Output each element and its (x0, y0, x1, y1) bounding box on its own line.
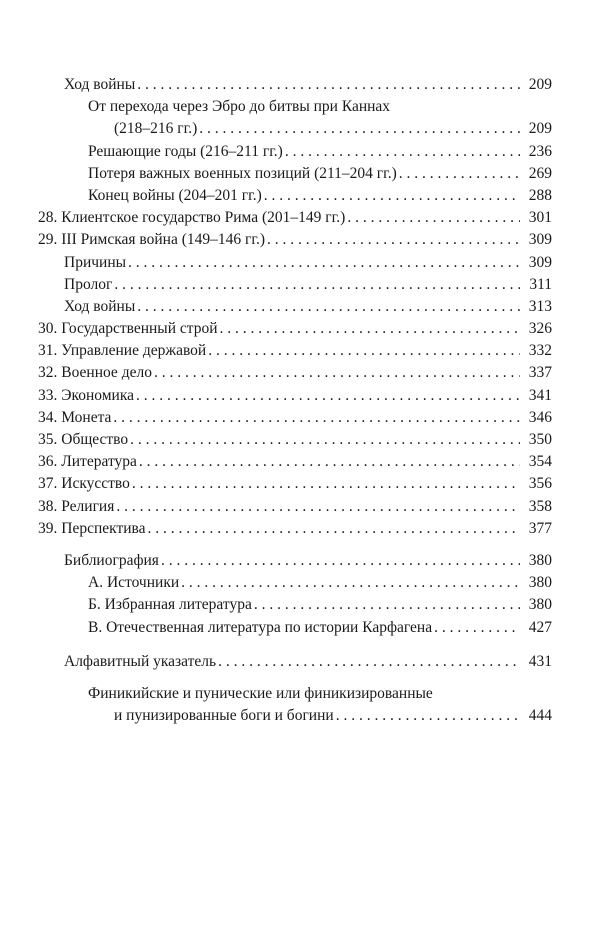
dot-leader (336, 705, 520, 727)
dot-leader (139, 451, 520, 473)
spacer (38, 540, 552, 550)
dot-leader (267, 229, 520, 251)
toc-entry[interactable] (38, 429, 552, 451)
toc-entry[interactable] (38, 318, 552, 340)
toc-entry-page: 288 (528, 186, 552, 204)
toc-entry-page: 377 (528, 519, 552, 537)
toc-entry-title: Пролог (64, 274, 114, 296)
dot-leader (199, 118, 520, 140)
toc-entry[interactable] (38, 651, 552, 673)
spacer (38, 639, 552, 651)
toc-entry-page: 358 (528, 497, 552, 515)
dot-leader (130, 429, 520, 451)
toc-entry-title: Конец войны (204–201 гг.) (88, 185, 264, 207)
toc-entry[interactable] (38, 296, 552, 318)
dot-leader (132, 473, 520, 495)
toc-entry-page: 309 (528, 231, 552, 249)
dot-leader (154, 362, 520, 384)
toc-entry-title: 31. Управление державой (38, 340, 208, 362)
toc-entry-title: Причины (64, 252, 128, 274)
toc-entry-page: 350 (528, 431, 552, 449)
dot-leader (434, 617, 520, 639)
toc-entry-page: 311 (529, 275, 552, 293)
dot-leader (128, 252, 520, 274)
toc-entry-title: (218–216 гг.) (114, 118, 199, 140)
toc-entry[interactable] (38, 74, 552, 96)
toc-entry-page: 209 (528, 120, 552, 138)
toc-entry[interactable] (38, 185, 552, 207)
dot-leader (113, 407, 520, 429)
toc-entry-title: 36. Литература (38, 451, 139, 473)
toc-entry-page: 236 (528, 142, 552, 160)
toc-entry[interactable] (38, 385, 552, 407)
dot-leader (161, 550, 520, 572)
dot-leader (208, 340, 520, 362)
dot-leader (220, 318, 520, 340)
toc-entry[interactable] (38, 550, 552, 572)
toc-entry-title-line1: От перехода через Эбро до битвы при Каннах (88, 98, 391, 116)
toc-entry-page: 444 (528, 707, 552, 725)
dot-leader (254, 594, 520, 616)
toc-entry[interactable] (38, 473, 552, 495)
toc-entry-title: и пунизированные боги и богини (114, 705, 336, 727)
table-of-contents (38, 74, 552, 727)
toc-entry-page: 380 (528, 596, 552, 614)
toc-entry-page: 209 (528, 76, 552, 93)
toc-entry-page: 427 (528, 618, 552, 636)
toc-entry-page: 346 (528, 408, 552, 426)
toc-entry[interactable] (38, 207, 552, 229)
toc-entry[interactable] (38, 572, 552, 594)
toc-entry[interactable] (38, 594, 552, 616)
spacer (38, 673, 552, 683)
toc-entry[interactable] (38, 96, 552, 140)
dot-leader (347, 207, 520, 229)
toc-entry[interactable] (38, 141, 552, 163)
toc-entry-page: 301 (528, 209, 552, 227)
toc-entry-title: 37. Искусство (38, 473, 132, 495)
toc-entry[interactable] (38, 340, 552, 362)
toc-entry[interactable] (38, 407, 552, 429)
toc-entry[interactable] (38, 617, 552, 639)
toc-entry-title: 33. Экономика (38, 385, 136, 407)
toc-entry-title: Ход войны (64, 74, 137, 96)
toc-entry[interactable] (38, 229, 552, 251)
toc-entry[interactable] (38, 362, 552, 384)
toc-entry-title: Библиография (64, 550, 161, 572)
toc-entry[interactable] (38, 163, 552, 185)
toc-entry[interactable] (38, 274, 552, 296)
toc-entry-page: 332 (528, 342, 552, 360)
toc-entry-title-line1: Финикийские и пунические или финикизированные (88, 684, 433, 702)
toc-entry-page: 431 (528, 652, 552, 670)
toc-entry[interactable] (38, 496, 552, 518)
dot-leader (136, 385, 520, 407)
dot-leader (148, 518, 520, 540)
dot-leader (264, 185, 520, 207)
toc-entry-title: 29. III Римская война (149–146 гг.) (38, 229, 267, 251)
toc-entry-title: 28. Клиентское государство Рима (201–149 гг.) (38, 207, 347, 229)
toc-entry-title: 30. Государственный строй (38, 318, 220, 340)
toc-entry-page: 326 (528, 320, 552, 338)
dot-leader (285, 141, 520, 163)
dot-leader (114, 274, 520, 296)
toc-entry-page: 380 (528, 551, 552, 569)
toc-entry-page: 341 (528, 386, 552, 404)
toc-entry-title: 38. Религия (38, 496, 116, 518)
toc-entry-page: 354 (528, 453, 552, 471)
toc-entry-page: 380 (528, 574, 552, 592)
toc-entry-title: 34. Монета (38, 407, 113, 429)
toc-entry-title: Б. Избранная литература (88, 594, 254, 616)
toc-entry-title: Ход войны (64, 296, 137, 318)
dot-leader (399, 163, 520, 185)
dot-leader (218, 651, 520, 673)
dot-leader (116, 496, 520, 518)
toc-entry-page: 337 (528, 364, 552, 382)
toc-entry[interactable] (38, 252, 552, 274)
toc-entry[interactable] (38, 683, 552, 727)
toc-entry-title: Решающие годы (216–211 гг.) (88, 141, 285, 163)
toc-entry-title: 39. Перспектива (38, 518, 148, 540)
toc-entry-page: 309 (528, 253, 552, 271)
toc-entry-page: 356 (528, 475, 552, 493)
dot-leader (137, 296, 520, 318)
toc-entry-page: 269 (528, 164, 552, 182)
toc-entry-page: 313 (528, 297, 552, 315)
toc-entry-title: В. Отечественная литература по истории Карфагена (88, 617, 434, 639)
toc-entry-title: А. Источники (88, 572, 181, 594)
dot-leader (137, 74, 520, 96)
toc-entry-title: Потеря важных военных позиций (211–204 гг.) (88, 163, 399, 185)
toc-entry-title: 35. Общество (38, 429, 130, 451)
toc-entry-title: 32. Военное дело (38, 362, 154, 384)
toc-entry[interactable] (38, 451, 552, 473)
toc-entry[interactable] (38, 518, 552, 540)
toc-entry-title: Алфавитный указатель (64, 651, 218, 673)
dot-leader (181, 572, 520, 594)
